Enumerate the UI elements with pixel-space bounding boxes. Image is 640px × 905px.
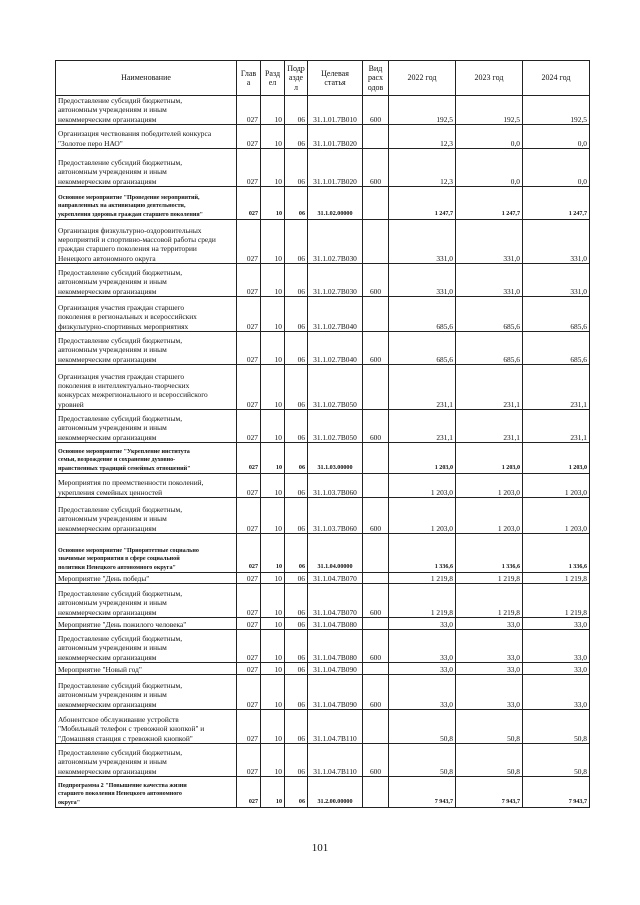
cell-vid: 600: [363, 584, 389, 618]
cell-razdel: 10: [261, 663, 285, 675]
cell-vid: [363, 297, 389, 332]
cell-podrazdel: 06: [285, 630, 308, 663]
cell-name: Основное мероприятие "Проведение мероприятий, направленных на активизацию деятельности, укрепления здоровья граждан старшего поколения": [56, 187, 237, 220]
cell-2024: 33,0: [523, 675, 590, 710]
cell-2023: 231,1: [456, 410, 523, 443]
cell-vid: [363, 220, 389, 264]
table-row: [56, 187, 590, 220]
cell-2022: 685,6: [389, 297, 456, 332]
cell-celevaya: 31.1.02.7В030: [308, 220, 363, 264]
cell-2023: 331,0: [456, 264, 523, 297]
cell-2024: 1 219,8: [523, 584, 590, 618]
cell-2024: 331,0: [523, 220, 590, 264]
cell-razdel: 10: [261, 264, 285, 297]
cell-glava: 027: [237, 584, 261, 618]
cell-celevaya: 31.1.02.00000: [308, 187, 363, 220]
cell-podrazdel: 06: [285, 534, 308, 573]
cell-celevaya: 31.1.04.7В090: [308, 675, 363, 710]
cell-celevaya: 31.1.01.7В010: [308, 96, 363, 125]
cell-celevaya: 31.1.02.7В050: [308, 365, 363, 410]
cell-vid: 600: [363, 498, 389, 534]
cell-razdel: 10: [261, 474, 285, 498]
cell-vid: [363, 663, 389, 675]
cell-razdel: 10: [261, 777, 285, 808]
cell-glava: 027: [237, 498, 261, 534]
cell-podrazdel: 06: [285, 573, 308, 584]
cell-name: Предоставление субсидий бюджетным, автономным учреждениям и иным некоммерческим организациям: [56, 264, 237, 297]
cell-2022: 33,0: [389, 618, 456, 630]
cell-2022: 12,3: [389, 125, 456, 149]
table-row: [56, 710, 590, 744]
cell-2022: 33,0: [389, 675, 456, 710]
cell-2022: 50,8: [389, 710, 456, 744]
cell-celevaya: 31.1.04.7В110: [308, 710, 363, 744]
cell-2023: 685,6: [456, 332, 523, 365]
cell-2024: 33,0: [523, 630, 590, 663]
cell-vid: [363, 474, 389, 498]
cell-2023: 685,6: [456, 297, 523, 332]
cell-2023: 1 203,0: [456, 498, 523, 534]
table-header: [56, 61, 590, 96]
cell-vid: 600: [363, 410, 389, 443]
cell-podrazdel: 06: [285, 297, 308, 332]
cell-podrazdel: 06: [285, 710, 308, 744]
cell-2024: 33,0: [523, 663, 590, 675]
cell-glava: 027: [237, 710, 261, 744]
header-glava: Глав а: [237, 61, 261, 96]
header-razdel: Разд ел: [261, 61, 285, 96]
cell-2023: 33,0: [456, 630, 523, 663]
table-row: [56, 630, 590, 663]
cell-glava: 027: [237, 125, 261, 149]
cell-vid: [363, 618, 389, 630]
cell-celevaya: 31.1.03.7В060: [308, 498, 363, 534]
table-row: [56, 264, 590, 297]
cell-podrazdel: 06: [285, 777, 308, 808]
cell-glava: 027: [237, 332, 261, 365]
cell-glava: 027: [237, 534, 261, 573]
cell-celevaya: 31.1.04.7В080: [308, 618, 363, 630]
cell-podrazdel: 06: [285, 744, 308, 777]
cell-2022: 1 203,0: [389, 443, 456, 474]
cell-2023: 33,0: [456, 618, 523, 630]
cell-vid: 600: [363, 675, 389, 710]
table-row: [56, 573, 590, 584]
table-row: [56, 474, 590, 498]
cell-2022: 50,8: [389, 744, 456, 777]
cell-celevaya: 31.1.02.7В050: [308, 410, 363, 443]
cell-2024: 1 203,0: [523, 443, 590, 474]
cell-vid: [363, 777, 389, 808]
cell-2024: 0,0: [523, 125, 590, 149]
cell-celevaya: 31.1.03.7В060: [308, 474, 363, 498]
cell-2022: 1 247,7: [389, 187, 456, 220]
cell-celevaya: 31.1.02.7В040: [308, 297, 363, 332]
cell-celevaya: 31.1.04.7В070: [308, 573, 363, 584]
cell-2023: 7 943,7: [456, 777, 523, 808]
cell-2023: 0,0: [456, 149, 523, 187]
header-celevaya: Целевая статья: [308, 61, 363, 96]
cell-name: Организация участия граждан старшего поколения в региональных и всероссийских физкультурно-спортивных мероприятиях: [56, 297, 237, 332]
cell-glava: 027: [237, 410, 261, 443]
cell-2023: 1 203,0: [456, 474, 523, 498]
cell-celevaya: 31.1.02.7В040: [308, 332, 363, 365]
cell-razdel: 10: [261, 744, 285, 777]
cell-podrazdel: 06: [285, 365, 308, 410]
cell-glava: 027: [237, 777, 261, 808]
cell-name: Мероприятие "День победы": [56, 573, 237, 584]
cell-name: Мероприятия по преемственности поколений, укрепления семейных ценностей: [56, 474, 237, 498]
cell-razdel: 10: [261, 410, 285, 443]
cell-podrazdel: 06: [285, 332, 308, 365]
cell-name: Предоставление субсидий бюджетным, автономным учреждениям и иным некоммерческим организациям: [56, 584, 237, 618]
cell-vid: 600: [363, 630, 389, 663]
header-vid: Вид расх одов: [363, 61, 389, 96]
cell-2022: 1 219,8: [389, 584, 456, 618]
cell-celevaya: 31.1.04.7В070: [308, 584, 363, 618]
cell-2022: 231,1: [389, 410, 456, 443]
cell-vid: 600: [363, 332, 389, 365]
cell-2024: 231,1: [523, 365, 590, 410]
cell-glava: 027: [237, 744, 261, 777]
cell-glava: 027: [237, 365, 261, 410]
cell-name: Предоставление субсидий бюджетным, автономным учреждениям и иным некоммерческим организациям: [56, 149, 237, 187]
table-row: [56, 96, 590, 125]
cell-vid: 600: [363, 264, 389, 297]
cell-razdel: 10: [261, 220, 285, 264]
budget-table: [55, 60, 590, 808]
cell-vid: 600: [363, 149, 389, 187]
cell-name: Абонентское обслуживание устройств "Мобильный телефон с тревожной кнопкой" и "Домашняя станция с тревожной кнопкой": [56, 710, 237, 744]
cell-2022: 1 203,0: [389, 498, 456, 534]
cell-glava: 027: [237, 573, 261, 584]
cell-2023: 50,8: [456, 710, 523, 744]
cell-2024: 1 247,7: [523, 187, 590, 220]
header-2022: 2022 год: [389, 61, 456, 96]
cell-name: Предоставление субсидий бюджетным, автономным учреждениям и иным некоммерческим организациям: [56, 675, 237, 710]
cell-2023: 331,0: [456, 220, 523, 264]
cell-podrazdel: 06: [285, 149, 308, 187]
table-row: [56, 663, 590, 675]
cell-podrazdel: 06: [285, 410, 308, 443]
cell-name: Мероприятие "День пожилого человека": [56, 618, 237, 630]
cell-glava: 027: [237, 96, 261, 125]
cell-2023: 1 219,8: [456, 584, 523, 618]
table-row: [56, 149, 590, 187]
cell-glava: 027: [237, 675, 261, 710]
cell-2022: 7 943,7: [389, 777, 456, 808]
cell-celevaya: 31.1.01.7В020: [308, 149, 363, 187]
cell-vid: [363, 534, 389, 573]
cell-podrazdel: 06: [285, 443, 308, 474]
cell-2024: 0,0: [523, 149, 590, 187]
table-row: [56, 332, 590, 365]
cell-podrazdel: 06: [285, 675, 308, 710]
cell-razdel: 10: [261, 534, 285, 573]
cell-celevaya: 31.1.02.7В030: [308, 264, 363, 297]
cell-2024: 685,6: [523, 297, 590, 332]
cell-razdel: 10: [261, 125, 285, 149]
cell-glava: 027: [237, 443, 261, 474]
table-row: [56, 498, 590, 534]
cell-podrazdel: 06: [285, 498, 308, 534]
table-row: [56, 297, 590, 332]
cell-name: Основное мероприятие "Приоритетные социально значимые мероприятия в сфере социальной политики Ненецкого автономного округа": [56, 534, 237, 573]
cell-2023: 50,8: [456, 744, 523, 777]
cell-2023: 1 247,7: [456, 187, 523, 220]
cell-celevaya: 31.1.04.7В090: [308, 663, 363, 675]
cell-razdel: 10: [261, 675, 285, 710]
cell-celevaya: 31.1.03.00000: [308, 443, 363, 474]
cell-vid: [363, 187, 389, 220]
cell-podrazdel: 06: [285, 618, 308, 630]
cell-2022: 33,0: [389, 630, 456, 663]
cell-glava: 027: [237, 618, 261, 630]
cell-glava: 027: [237, 474, 261, 498]
cell-podrazdel: 06: [285, 474, 308, 498]
cell-2023: 33,0: [456, 675, 523, 710]
header-podrazdel: Подр азде л: [285, 61, 308, 96]
table-row: [56, 443, 590, 474]
cell-2024: 33,0: [523, 618, 590, 630]
cell-2022: 1 203,0: [389, 474, 456, 498]
table-row: [56, 220, 590, 264]
cell-2023: 192,5: [456, 96, 523, 125]
cell-razdel: 10: [261, 365, 285, 410]
cell-2024: 50,8: [523, 744, 590, 777]
cell-2024: 331,0: [523, 264, 590, 297]
cell-celevaya: 31.2.00.00000: [308, 777, 363, 808]
cell-2024: 7 943,7: [523, 777, 590, 808]
cell-2022: 231,1: [389, 365, 456, 410]
cell-vid: [363, 365, 389, 410]
header-row: [56, 61, 590, 96]
table-body: [56, 96, 590, 808]
cell-name: Предоставление субсидий бюджетным, автономным учреждениям и иным некоммерческим организациям: [56, 744, 237, 777]
cell-podrazdel: 06: [285, 220, 308, 264]
cell-2023: 1 203,0: [456, 443, 523, 474]
cell-vid: [363, 443, 389, 474]
cell-celevaya: 31.1.04.00000: [308, 534, 363, 573]
cell-2024: 231,1: [523, 410, 590, 443]
cell-2024: 192,5: [523, 96, 590, 125]
table-row: [56, 744, 590, 777]
cell-2024: 685,6: [523, 332, 590, 365]
cell-2024: 1 336,6: [523, 534, 590, 573]
cell-2023: 1 336,6: [456, 534, 523, 573]
cell-glava: 027: [237, 149, 261, 187]
table-row: [56, 675, 590, 710]
cell-razdel: 10: [261, 149, 285, 187]
table-row: [56, 777, 590, 808]
cell-2022: 12,3: [389, 149, 456, 187]
cell-razdel: 10: [261, 618, 285, 630]
cell-2023: 231,1: [456, 365, 523, 410]
cell-2024: 1 203,0: [523, 474, 590, 498]
cell-glava: 027: [237, 297, 261, 332]
cell-name: Организация участия граждан старшего поколения в интеллектуально-творческих конкурсах межрегионального и всероссийского уровней: [56, 365, 237, 410]
cell-name: Основное мероприятие "Укрепление института семьи, возрождение и сохранение духовно- нравственных традиций семейных отношений": [56, 443, 237, 474]
cell-glava: 027: [237, 630, 261, 663]
cell-2022: 1 336,6: [389, 534, 456, 573]
cell-podrazdel: 06: [285, 96, 308, 125]
cell-razdel: 10: [261, 297, 285, 332]
cell-2022: 331,0: [389, 220, 456, 264]
cell-razdel: 10: [261, 573, 285, 584]
table-row: [56, 584, 590, 618]
cell-vid: 600: [363, 96, 389, 125]
cell-razdel: 10: [261, 443, 285, 474]
header-name: Наименование: [56, 61, 237, 96]
cell-name: Организация физкультурно-оздоровительных мероприятий и спортивно-массовой работы среди граждан старшего поколения на территории Ненецкого автономного округа: [56, 220, 237, 264]
cell-vid: 600: [363, 744, 389, 777]
cell-name: Предоставление субсидий бюджетным, автономным учреждениям и иным некоммерческим организациям: [56, 498, 237, 534]
cell-2024: 50,8: [523, 710, 590, 744]
cell-2023: 33,0: [456, 663, 523, 675]
cell-podrazdel: 06: [285, 663, 308, 675]
table-row: [56, 618, 590, 630]
header-2024: 2024 год: [523, 61, 590, 96]
cell-name: Предоставление субсидий бюджетным, автономным учреждениям и иным некоммерческим организациям: [56, 410, 237, 443]
cell-glava: 027: [237, 663, 261, 675]
cell-glava: 027: [237, 220, 261, 264]
cell-celevaya: 31.1.04.7В080: [308, 630, 363, 663]
cell-2024: 1 203,0: [523, 498, 590, 534]
page-number: 101: [311, 842, 329, 854]
cell-podrazdel: 06: [285, 125, 308, 149]
cell-razdel: 10: [261, 96, 285, 125]
cell-name: Предоставление субсидий бюджетным, автономным учреждениям и иным некоммерческим организациям: [56, 332, 237, 365]
cell-2022: 33,0: [389, 663, 456, 675]
cell-vid: [363, 573, 389, 584]
table-row: [56, 534, 590, 573]
table-row: [56, 365, 590, 410]
cell-razdel: 10: [261, 332, 285, 365]
cell-razdel: 10: [261, 630, 285, 663]
cell-glava: 027: [237, 264, 261, 297]
table-row: [56, 125, 590, 149]
cell-razdel: 10: [261, 187, 285, 220]
cell-vid: [363, 710, 389, 744]
header-2023: 2023 год: [456, 61, 523, 96]
cell-name: Мероприятие "Новый год": [56, 663, 237, 675]
cell-2022: 331,0: [389, 264, 456, 297]
cell-name: Предоставление субсидий бюджетным, автономным учреждениям и иным некоммерческим организациям: [56, 96, 237, 125]
cell-glava: 027: [237, 187, 261, 220]
cell-2022: 1 219,8: [389, 573, 456, 584]
cell-vid: [363, 125, 389, 149]
cell-2023: 1 219,8: [456, 573, 523, 584]
cell-celevaya: 31.1.04.7В110: [308, 744, 363, 777]
cell-razdel: 10: [261, 710, 285, 744]
cell-podrazdel: 06: [285, 584, 308, 618]
cell-name: Подпрограмма 2 "Повышение качества жизни старшего поколения Ненецкого автономного округа": [56, 777, 237, 808]
cell-name: Организация чествования победителей конкурса "Золотое перо НАО": [56, 125, 237, 149]
cell-name: Предоставление субсидий бюджетным, автономным учреждениям и иным некоммерческим организациям: [56, 630, 237, 663]
cell-razdel: 10: [261, 584, 285, 618]
cell-2022: 192,5: [389, 96, 456, 125]
cell-2023: 0,0: [456, 125, 523, 149]
cell-podrazdel: 06: [285, 187, 308, 220]
cell-razdel: 10: [261, 498, 285, 534]
cell-2022: 685,6: [389, 332, 456, 365]
table-row: [56, 410, 590, 443]
cell-podrazdel: 06: [285, 264, 308, 297]
cell-2024: 1 219,8: [523, 573, 590, 584]
cell-celevaya: 31.1.01.7В020: [308, 125, 363, 149]
